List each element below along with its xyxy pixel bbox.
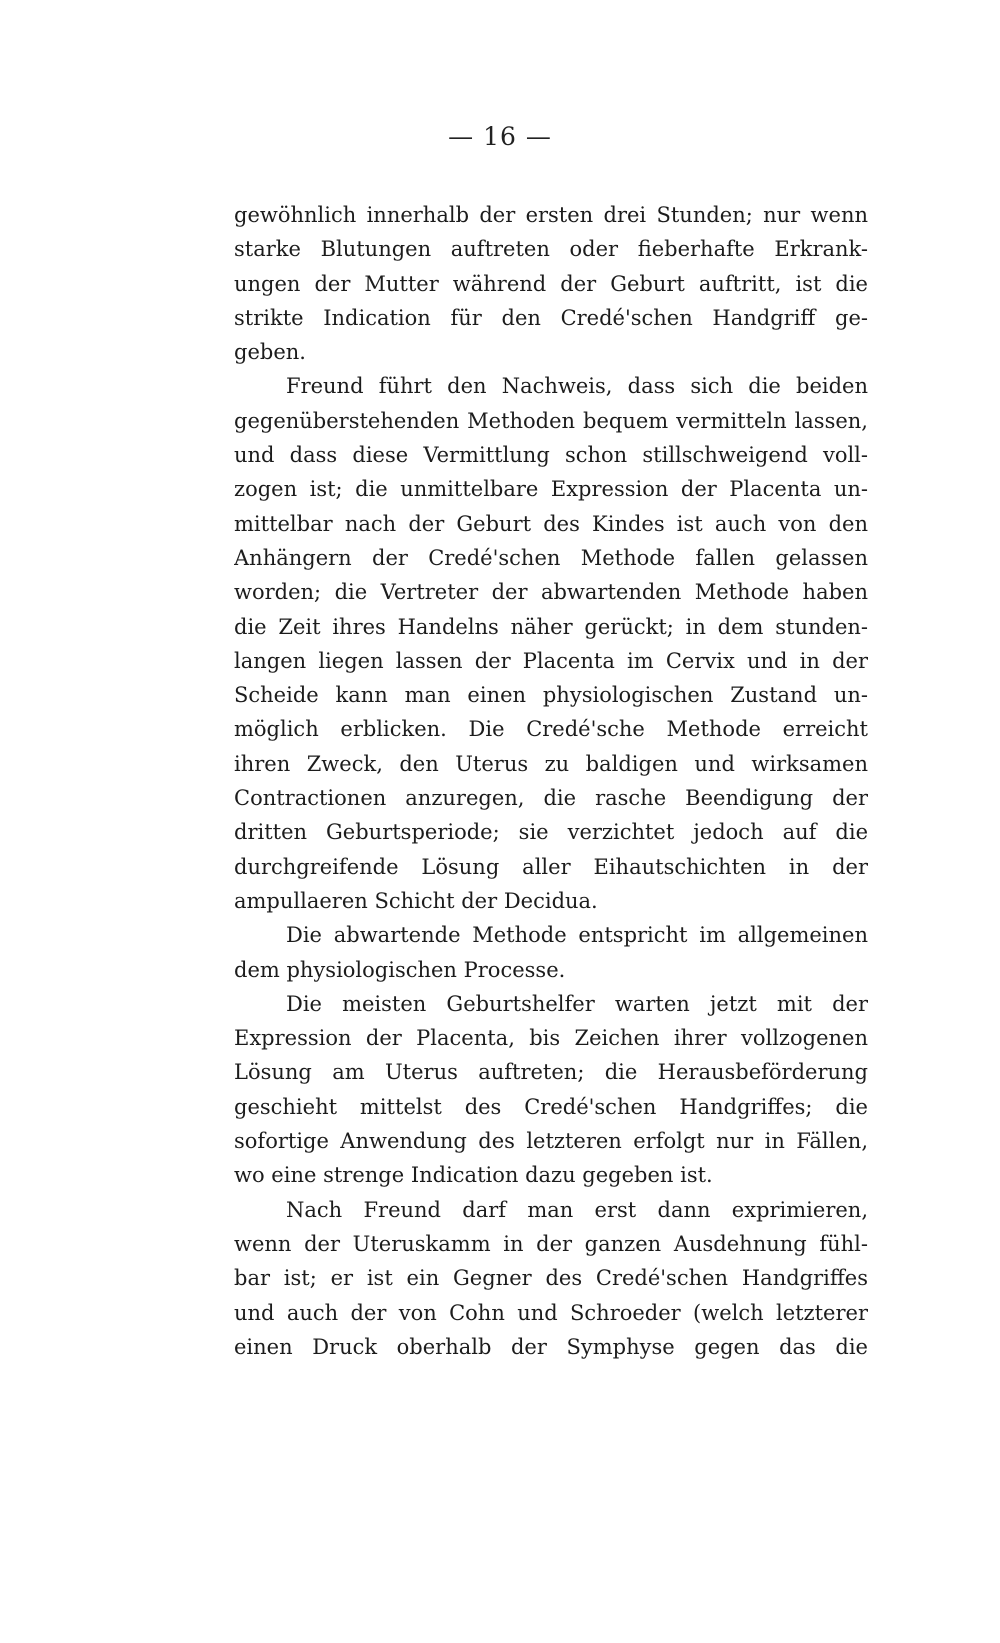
paragraph [234, 1193, 868, 1364]
text-line: geben. [234, 340, 306, 365]
text-line: gewöhnlich innerhalb der ersten drei Stunden; nur wenn [234, 203, 868, 227]
text-line: bar ist; er ist ein Gegner des Credé'schen Handgriffes [234, 1266, 868, 1291]
text-line: geschieht mittelst des Credé'schen Handgriffes; die [234, 1094, 868, 1119]
text-line: Expression der Placenta, bis Zeichen ihrer vollzogenen [234, 1026, 868, 1051]
text-line: mittelbar nach der Geburt des Kindes ist auch von den [234, 511, 868, 536]
text-line: strikte Indication für den Credé'schen Handgriff ge- [234, 305, 868, 330]
text-line: langen liegen lassen der Placenta im Cervix und in der [234, 648, 868, 673]
paragraph [234, 918, 868, 987]
text-line: Die meisten Geburtshelfer warten jetzt mit der [286, 991, 868, 1016]
text-line: durchgreifende Lösung aller Eihautschichten in der [234, 854, 868, 879]
text-line: dritten Geburtsperiode; sie verzichtet jedoch auf die [234, 820, 868, 845]
text-line: zogen ist; die unmittelbare Expression der Placenta un- [234, 477, 868, 502]
text-line: und auch der von Cohn und Schroeder (welch letzterer [234, 1300, 868, 1325]
page-number: — 16 — [448, 122, 552, 151]
text-line: worden; die Vertreter der abwartenden Methode haben [234, 580, 868, 605]
text-line: ungen der Mutter während der Geburt auftritt, ist die [234, 271, 868, 296]
text-line: ihren Zweck, den Uterus zu baldigen und wirksamen [234, 751, 868, 776]
body-text [234, 198, 868, 1364]
text-line: wo eine strenge Indication dazu gegeben ist. [234, 1163, 713, 1188]
text-line: einen Druck oberhalb der Symphyse gegen das die [234, 1334, 868, 1359]
paragraph [234, 198, 868, 369]
text-line: sofortige Anwendung des letzteren erfolgt nur in Fällen, [234, 1129, 868, 1154]
text-line: Anhängern der Credé'schen Methode fallen gelassen [234, 545, 868, 570]
text-line: Die abwartende Methode entspricht im allgemeinen [286, 923, 868, 948]
text-line: die Zeit ihres Handelns näher gerückt; in dem stunden- [234, 614, 868, 639]
text-line: möglich erblicken. Die Credé'sche Methode erreicht [234, 717, 868, 742]
text-line: starke Blutungen auftreten oder fieberhafte Erkrank- [234, 237, 868, 262]
text-line: ampullaeren Schicht der Decidua. [234, 888, 598, 913]
text-line: Freund führt den Nachweis, dass sich die beiden [286, 374, 868, 399]
text-line: dem physiologischen Processe. [234, 957, 566, 982]
text-line: wenn der Uteruskamm in der ganzen Ausdehnung fühl- [234, 1231, 868, 1256]
text-line: Scheide kann man einen physiologischen Zustand un- [234, 683, 868, 708]
text-line: Lösung am Uterus auftreten; die Herausbeförderung [234, 1060, 868, 1085]
paragraph [234, 987, 868, 1193]
text-line: gegenüberstehenden Methoden bequem vermitteln lassen, [234, 408, 868, 433]
paragraph [234, 369, 868, 918]
text-line: Contractionen anzuregen, die rasche Beendigung der [234, 786, 868, 811]
text-line: Nach Freund darf man erst dann exprimieren, [286, 1197, 868, 1222]
text-line: und dass diese Vermittlung schon stillschweigend voll- [234, 443, 868, 468]
